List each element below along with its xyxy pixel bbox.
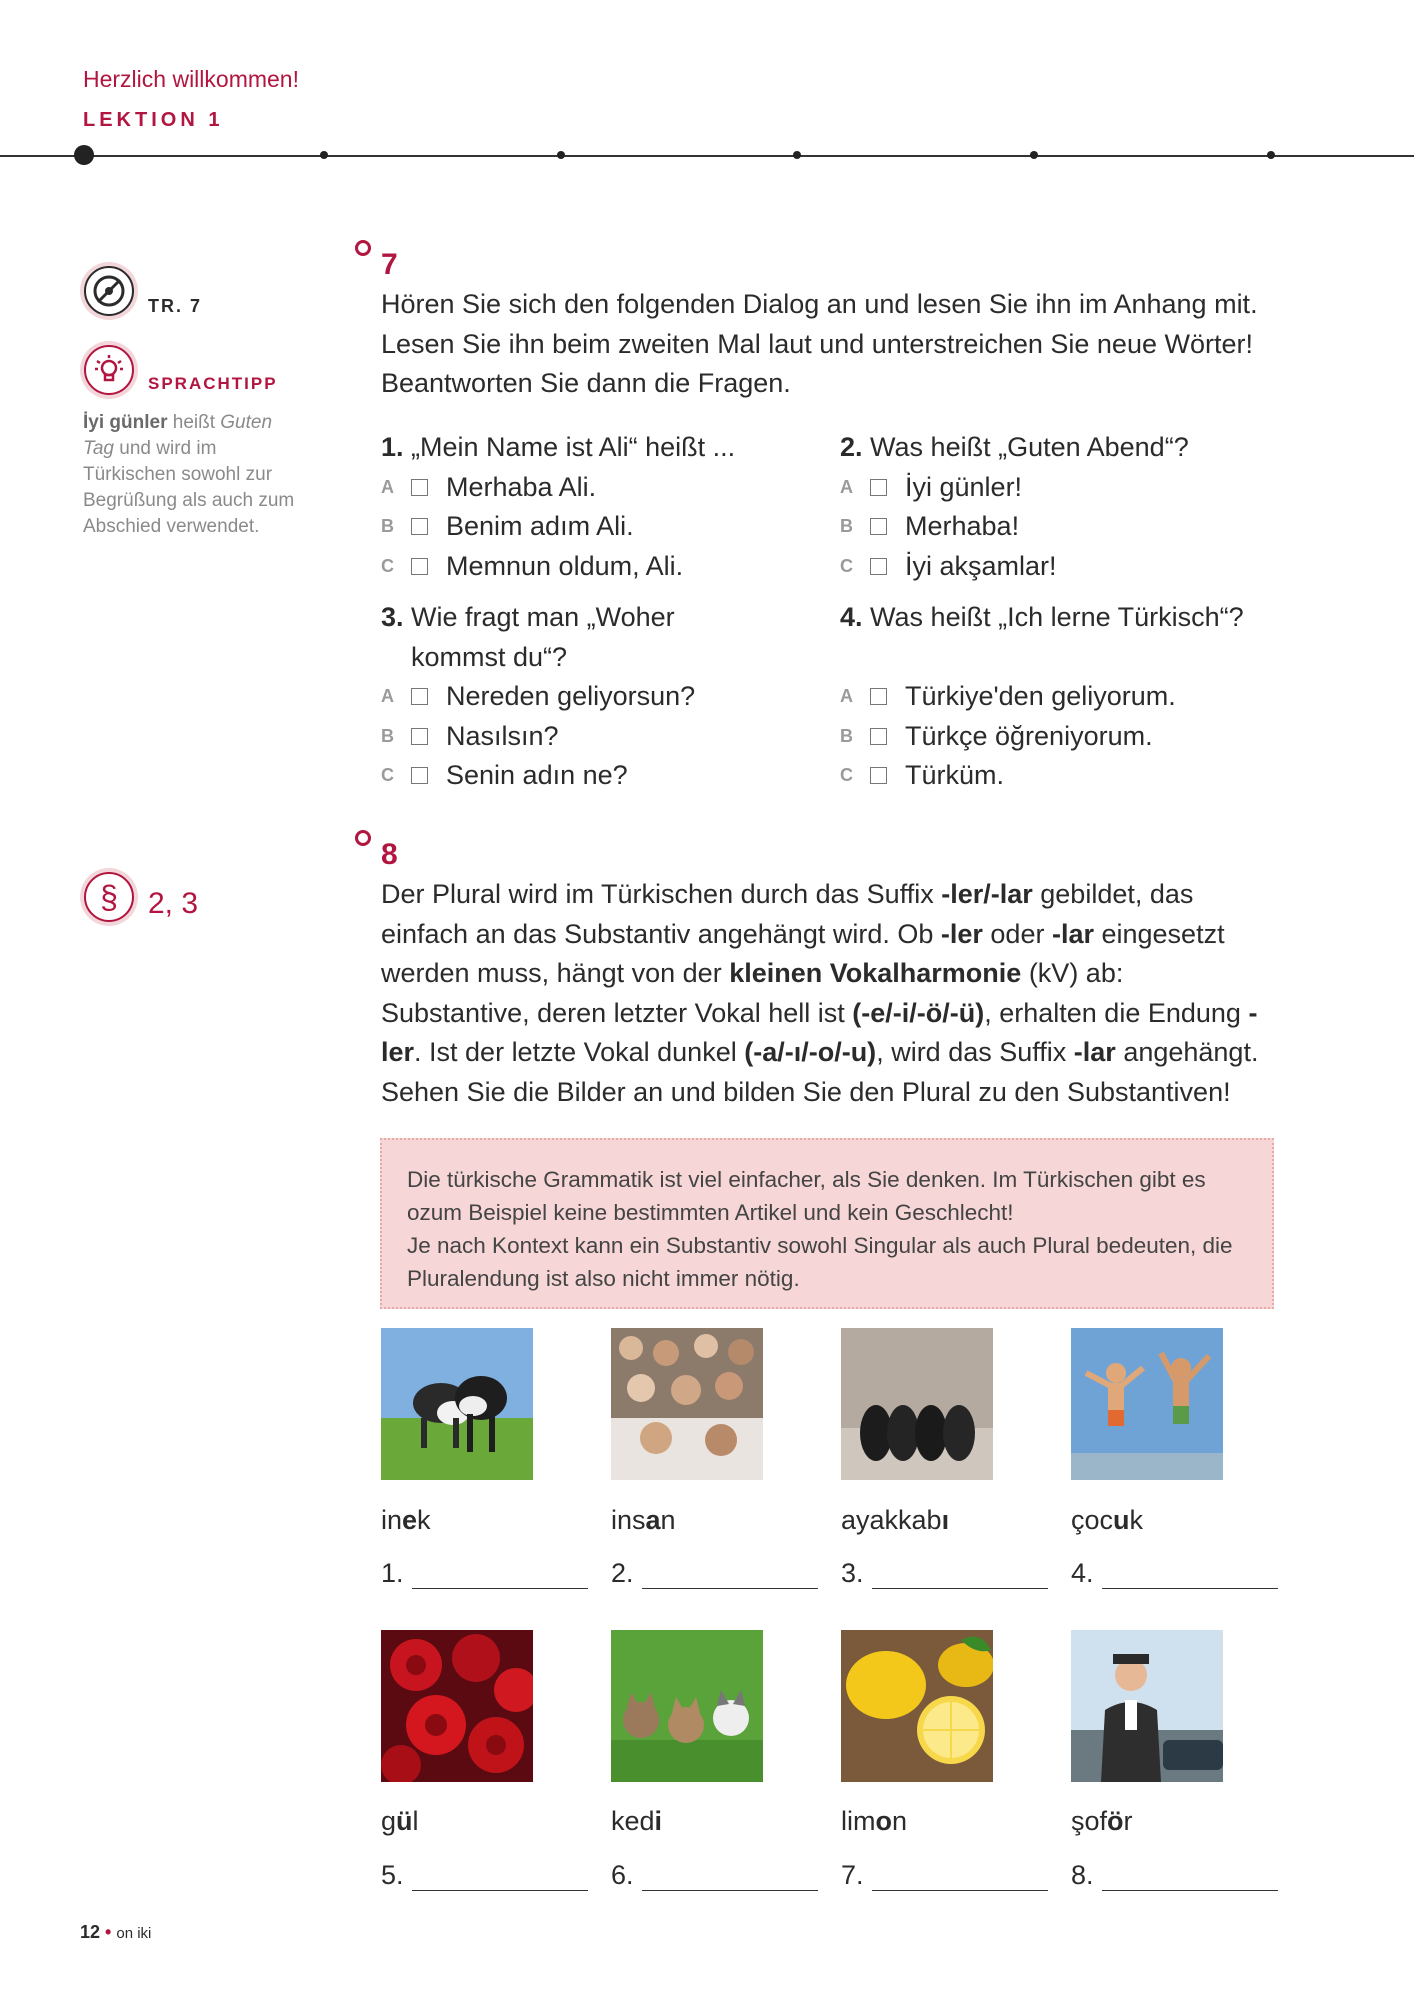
answer-line-6[interactable]: 6. (611, 1860, 818, 1891)
checkbox[interactable] (411, 767, 428, 784)
paragraph-icon: § (100, 878, 118, 915)
tip-badge (80, 341, 138, 399)
checkbox[interactable] (870, 767, 887, 784)
progress-dot (1030, 151, 1038, 159)
grammar-info-box: Die türkische Grammatik ist viel einfacher, als Sie denken. Im Türkischen gibt es ozum Beispiel keine bestimmten Artikel und kein Geschlecht! Je nach Kontext kann ein Substantiv sowohl Singular als auch Plural bedeuten, die Pluralendung ist also nicht immer nötig. (380, 1138, 1274, 1309)
option[interactable]: C Memnun oldum, Ali. (381, 550, 684, 581)
option[interactable]: C Türküm. (840, 760, 1005, 790)
answer-line-8[interactable]: 8. (1071, 1860, 1278, 1891)
option[interactable]: C İyi akşamlar! (840, 550, 1057, 581)
option[interactable]: B Türkçe öğreniyorum. (840, 720, 1153, 751)
answer-line-3[interactable]: 3. (841, 1558, 1048, 1589)
word-6: kedi (611, 1806, 663, 1836)
progress-dot (793, 151, 801, 159)
photo-roses (381, 1630, 533, 1782)
option[interactable]: C Senin adın ne? (381, 760, 628, 790)
checkbox[interactable] (411, 688, 428, 705)
checkbox[interactable] (870, 728, 887, 745)
grammar-ref-badge[interactable] (80, 868, 138, 926)
progress-dot-active (74, 145, 94, 165)
word-8: şoför (1071, 1806, 1133, 1836)
header-rule (0, 155, 1414, 157)
page-footer: 12 • on iki (80, 1922, 152, 1942)
question-4: 4. Was heißt „Ich lerne Türkisch“? A Türkiye'den geliyorum. B Türkçe öğreniyorum. C Türküm. (840, 598, 1280, 796)
answer-line-2[interactable]: 2. (611, 1558, 818, 1589)
lightbulb-icon (92, 353, 126, 387)
photo-chauffeur (1071, 1630, 1223, 1782)
word-4: çocuk (1071, 1505, 1144, 1535)
answer-line-4[interactable]: 4. (1071, 1558, 1278, 1589)
option[interactable]: B Merhaba! (840, 511, 1020, 541)
question-2: 2. Was heißt „Guten Abend“? A İyi günler! B Merhaba! C İyi akşamlar! (840, 428, 1280, 586)
word-2: insan (611, 1505, 676, 1535)
question-3: 3. Wie fragt man „Woher kommst du“? A Nereden geliyorsun? B Nasılsın? C Senin adın ne? (381, 598, 811, 796)
progress-dot (1267, 151, 1275, 159)
option[interactable]: A Merhaba Ali. (381, 471, 597, 502)
exercise-8-instruction: Der Plural wird im Türkischen durch das Suffix -ler/-lar gebildet, das einfach an das Substantiv angehängt wird. Ob -ler oder -lar eingesetzt werden muss, hängt von der kleinen Vokalharmonie (kV) ab: Substantive, deren letzter Vokal hell ist (-e/-i/-ö/-ü), erhalten die Endung -ler. Ist der letzte Vokal dunkel (-a/-ı/-o/-u), wird das Suffix -lar angehängt. Sehen Sie die Bilder an und bilden Sie den Plural zu den Substantiven! (381, 879, 1259, 1107)
word-1: inek (381, 1505, 431, 1535)
option[interactable]: A Nereden geliyorsun? (381, 681, 696, 711)
option[interactable]: B Benim adım Ali. (381, 511, 634, 541)
audio-track-badge[interactable] (80, 262, 138, 320)
photo-cats (611, 1630, 763, 1782)
photo-lemons (841, 1630, 993, 1782)
exercise-marker (355, 830, 371, 846)
exercise-marker (355, 240, 371, 256)
photo-cows (381, 1328, 533, 1480)
checkbox[interactable] (870, 688, 887, 705)
exercise-8-number: 8 (381, 838, 398, 871)
option[interactable]: A İyi günler! (840, 471, 1023, 502)
track-label: TR. 7 (148, 296, 203, 316)
cd-icon (92, 274, 126, 308)
question-1: 1. „Mein Name ist Ali“ heißt ... A Merhaba Ali. B Benim adım Ali. C Memnun oldum, Ali. (381, 428, 811, 586)
answer-line-1[interactable]: 1. (381, 1558, 588, 1589)
progress-dot (320, 151, 328, 159)
checkbox[interactable] (870, 479, 887, 496)
grammar-ref: 2, 3 (148, 887, 199, 920)
photo-shoes (841, 1328, 993, 1480)
option[interactable]: A Türkiye'den geliyorum. (840, 681, 1176, 711)
checkbox[interactable] (411, 518, 428, 535)
word-7: limon (841, 1806, 908, 1836)
progress-dot (557, 151, 565, 159)
answer-line-5[interactable]: 5. (381, 1860, 588, 1891)
tip-label: SPRACHTIPP (148, 374, 278, 393)
exercise-7-number: 7 (381, 248, 398, 281)
chapter-title: Herzlich willkommen! (83, 66, 299, 92)
word-5: gül (381, 1806, 419, 1836)
exercise-7-instruction: Hören Sie sich den folgenden Dialog an und lesen Sie ihn im Anhang mit. Lesen Sie ihn beim zweiten Mal laut und unterstreichen Sie neue Wörter! Beantworten Sie dann die Fragen. (381, 289, 1258, 398)
word-3: ayakkabı (841, 1505, 950, 1535)
tip-text: İyi günler heißt Guten Tag und wird im Türkischen sowohl zur Begrüßung als auch zum Abschied verwendet. (83, 412, 295, 537)
checkbox[interactable] (870, 558, 887, 575)
checkbox[interactable] (411, 479, 428, 496)
photo-crowd (611, 1328, 763, 1480)
checkbox[interactable] (411, 558, 428, 575)
answer-line-7[interactable]: 7. (841, 1860, 1048, 1891)
photo-children (1071, 1328, 1223, 1480)
checkbox[interactable] (411, 728, 428, 745)
checkbox[interactable] (870, 518, 887, 535)
lesson-label: LEKTION 1 (83, 109, 224, 131)
option[interactable]: B Nasılsın? (381, 720, 559, 751)
